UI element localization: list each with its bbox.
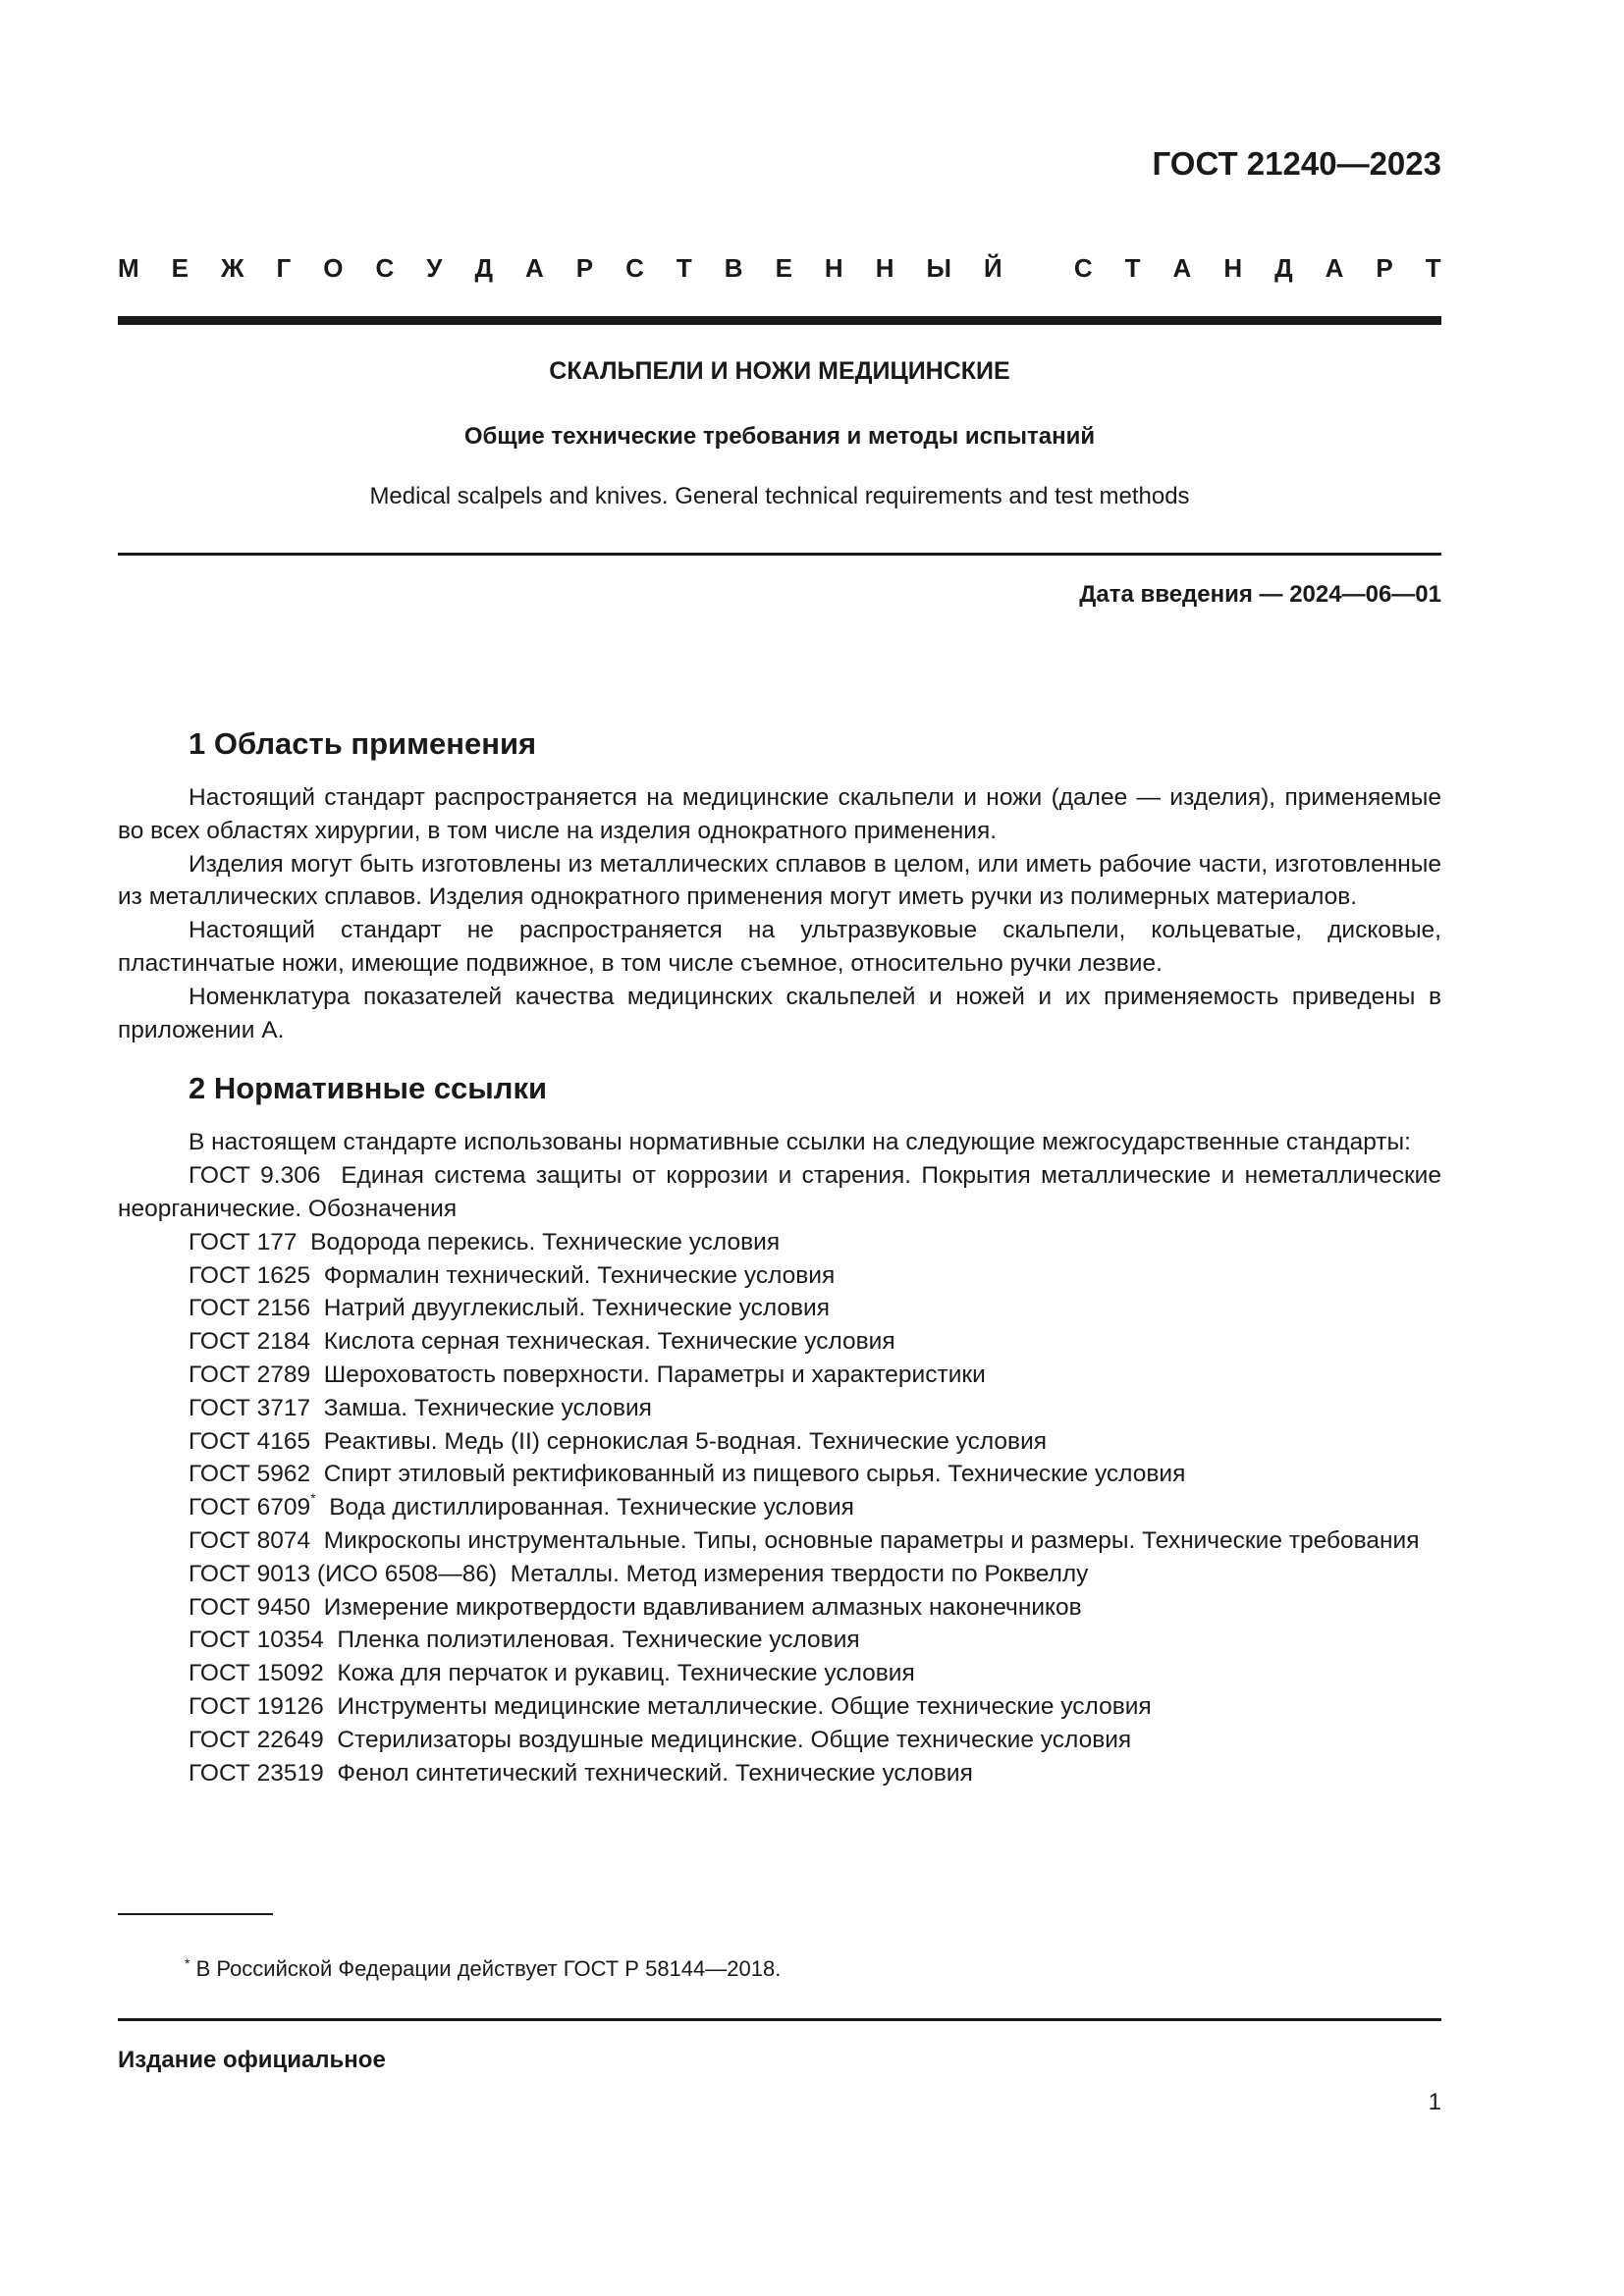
document-body: [118, 724, 1441, 1789]
reference-title: Спирт этиловый ректификованный из пищевого сырья. Технические условия: [323, 1461, 1186, 1488]
reference-title: Измерение микротвердости вдавливанием алмазных наконечников: [323, 1593, 1082, 1621]
header-divider: [118, 316, 1441, 325]
standard-type-letter: Н: [824, 253, 843, 283]
document-title: СКАЛЬПЕЛИ И НОЖИ МЕДИЦИНСКИЕ: [549, 357, 1010, 385]
footnote-divider: [118, 1913, 273, 1915]
reference-title: Вода дистиллированная. Технические условия: [329, 1494, 854, 1522]
reference-item: [118, 1458, 1441, 1491]
reference-code: ГОСТ 9.306: [189, 1162, 321, 1190]
standard-type-letter: Й: [983, 253, 1002, 283]
standard-type-letter: М: [118, 253, 139, 283]
reference-code: ГОСТ 2789: [189, 1361, 311, 1388]
standard-type-letter: А: [525, 253, 544, 283]
reference-item: [118, 1491, 1441, 1524]
official-edition: Издание официальное: [118, 2047, 386, 2073]
paragraph: Настоящий стандарт распространяется на медицинские скальпели и ножи (далее — изделия), применяемые во всех областях хирургии, в том числе на изделия однократного применения.: [118, 784, 1441, 844]
reference-title: Кожа для перчаток и рукавиц. Технические условия: [337, 1660, 915, 1687]
reference-item: [118, 1558, 1441, 1591]
reference-code: ГОСТ 15092: [189, 1660, 324, 1687]
footer-divider: [118, 2018, 1441, 2021]
reference-item: [118, 1226, 1441, 1259]
document-subtitle: Общие технические требования и методы испытаний: [463, 423, 1096, 450]
reference-code: ГОСТ 23519: [189, 1759, 324, 1787]
reference-code: ГОСТ 1625: [189, 1261, 311, 1289]
paragraph: Изделия могут быть изготовлены из металлических сплавов в целом, или иметь рабочие части, изготовленные из металлических сплавов. Изделия однократного применения могут иметь ручки из полимерных материалов.: [118, 850, 1441, 911]
standard-type-letter: Е: [775, 253, 792, 283]
standard-type-letter: Р: [1376, 253, 1393, 283]
section-1-heading: 1 Область применения: [189, 726, 537, 761]
paragraph: Настоящий стандарт не распространяется на ультразвуковые скальпели, кольцеватые, дисковые, пластинчатые ножи, имеющие подвижное, в том числе съемное, относительно ручки лезвие.: [118, 917, 1441, 977]
reference-item: [118, 1757, 1441, 1790]
standard-type-letter: Ж: [221, 253, 244, 283]
standard-type-letter: Н: [1223, 253, 1243, 283]
standard-type-letter: В: [724, 253, 743, 283]
reference-title: Реактивы. Медь (II) сернокислая 5-водная. Технические условия: [323, 1427, 1048, 1455]
section-2-heading: 2 Нормативные ссылки: [189, 1071, 548, 1106]
reference-code: ГОСТ 9450: [189, 1593, 311, 1621]
reference-title: Металлы. Метод измерения твердости по Роквеллу: [510, 1560, 1089, 1587]
reference-code: ГОСТ 19126: [189, 1692, 324, 1720]
standard-type-letter: Д: [1274, 253, 1293, 283]
reference-title: Стерилизаторы воздушные медицинские. Общие технические условия: [337, 1726, 1132, 1753]
footnote-text: В Российской Федерации действует ГОСТ Р 58144—2018.: [195, 1956, 782, 1981]
reference-code: ГОСТ 3717: [189, 1394, 311, 1421]
reference-item: [118, 1657, 1441, 1690]
reference-item: [118, 1292, 1441, 1325]
reference-code: ГОСТ 4165: [189, 1427, 311, 1455]
reference-title: Фенол синтетический технический. Технические условия: [337, 1759, 973, 1787]
reference-code: ГОСТ 22649: [189, 1726, 324, 1753]
standard-type-letter: Т: [676, 253, 692, 283]
standard-type-letter: Ы: [926, 253, 951, 283]
standard-type-letter: Г: [276, 253, 292, 283]
word-gap: [1035, 253, 1042, 284]
reference-title: Инструменты медицинские металлические. Общие технические условия: [337, 1692, 1152, 1720]
reference-code: ГОСТ 177: [189, 1228, 298, 1255]
standard-type-letter: Д: [474, 253, 493, 283]
reference-title: Водорода перекись. Технические условия: [310, 1228, 781, 1255]
reference-item: [118, 1325, 1441, 1359]
reference-code: ГОСТ 2184: [189, 1328, 311, 1356]
footnote-mark: *: [310, 1490, 316, 1507]
standard-type-letter: Р: [575, 253, 594, 283]
reference-item: [118, 1259, 1441, 1293]
effective-date: Дата введения — 2024—06—01: [1079, 581, 1441, 608]
standard-type-letter: У: [426, 253, 443, 283]
standard-type-letter: Е: [171, 253, 189, 283]
standard-number: ГОСТ 21240—2023: [1152, 145, 1441, 182]
footnote: [185, 1956, 781, 1982]
reference-title: Формалин технический. Технические условия: [323, 1261, 836, 1289]
standard-type-letter: Т: [1124, 253, 1141, 283]
reference-item: [118, 1159, 1441, 1226]
reference-item: [118, 1624, 1441, 1657]
reference-code: ГОСТ 5962: [189, 1461, 311, 1488]
reference-title: Единая система защиты от коррозии и старения. Покрытия металлические и неметаллические неорганические. Обозначения: [118, 1162, 1441, 1222]
reference-item: [118, 1392, 1441, 1425]
title-divider: [118, 553, 1441, 556]
standard-type-letter: Т: [1425, 253, 1441, 283]
reference-title: Микроскопы инструментальные. Типы, основные параметры и размеры. Технические требования: [323, 1526, 1420, 1554]
reference-item: [118, 1359, 1441, 1392]
reference-item: [118, 1425, 1441, 1459]
reference-title: Натрий двууглекислый. Технические условия: [323, 1295, 830, 1322]
reference-title: Кислота серная техническая. Технические условия: [323, 1328, 895, 1356]
reference-code: ГОСТ 6709: [189, 1494, 311, 1522]
footnote-mark: *: [185, 1955, 190, 1971]
reference-title: Шероховатость поверхности. Параметры и характеристики: [323, 1361, 986, 1388]
standard-type-letter: Н: [875, 253, 894, 283]
reference-item: [118, 1591, 1441, 1625]
standard-type: [118, 253, 1441, 284]
reference-code: ГОСТ 10354: [189, 1627, 324, 1654]
references-intro: В настоящем стандарте использованы нормативные ссылки на следующие межгосударственные стандарты:: [189, 1129, 1411, 1156]
standard-type-letter: А: [1172, 253, 1192, 283]
standard-type-letter: С: [625, 253, 644, 283]
english-title: Medical scalpels and knives. General technical requirements and test methods: [369, 483, 1190, 509]
standard-type-letter: С: [1073, 253, 1093, 283]
reference-title: Замша. Технические условия: [323, 1394, 652, 1421]
reference-code: ГОСТ 8074: [189, 1526, 311, 1554]
standard-type-letter: С: [375, 253, 395, 283]
reference-title: Пленка полиэтиленовая. Технические условия: [337, 1627, 860, 1654]
reference-code: ГОСТ 2156: [189, 1295, 311, 1322]
references-list: [118, 1159, 1441, 1789]
reference-item: [118, 1724, 1441, 1757]
paragraph: Номенклатура показателей качества медицинских скальпелей и ножей и их применяемость приведены в приложении А.: [118, 983, 1441, 1043]
page-number: 1: [1428, 2089, 1441, 2115]
standard-type-letter: А: [1325, 253, 1344, 283]
standard-type-letter: О: [323, 253, 344, 283]
reference-code: ГОСТ 9013 (ИСО 6508—86): [189, 1560, 498, 1587]
reference-item: [118, 1524, 1441, 1558]
reference-item: [118, 1690, 1441, 1724]
